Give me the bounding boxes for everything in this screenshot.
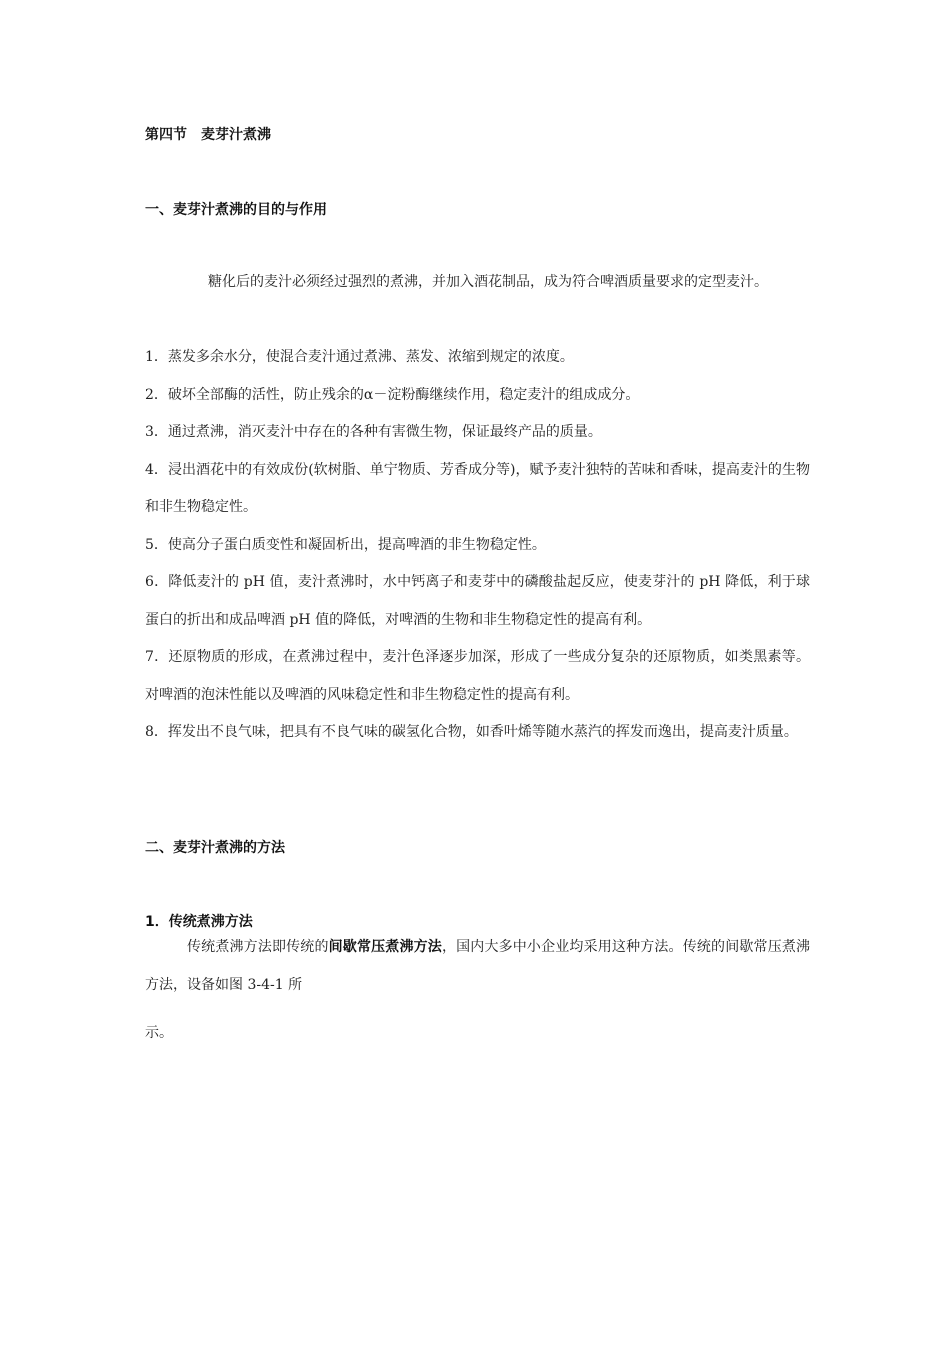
subsection-1-text-bold: 间歇常压煮沸方法 <box>328 939 442 955</box>
list-item-1: 1．蒸发多余水分，使混合麦汁通过煮沸、蒸发、浓缩到规定的浓度。 <box>145 349 574 365</box>
section-2-title: 二、麦芽汁煮沸的方法 <box>145 840 285 856</box>
subsection-1-text-last: 示。 <box>145 1025 173 1041</box>
list-item-3: 3．通过煮沸，消灭麦汁中存在的各种有害微生物，保证最终产品的质量。 <box>145 424 602 440</box>
section-1-intro: 糖化后的麦汁必须经过强烈的煮沸，并加入酒花制品，成为符合啤酒质量要求的定型麦汁。 <box>208 274 768 290</box>
subsection-1-text <box>145 929 810 1004</box>
list-item-2: 2．破坏全部酶的活性，防止残余的α－淀粉酶继续作用，稳定麦汁的组成成分。 <box>145 386 640 403</box>
list-item-4: 4．浸出酒花中的有效成份(软树脂、单宁物质、芳香成分等)，赋予麦汁独特的苦味和香味，提高麦汁的生物和非生物稳定性。 <box>145 461 810 515</box>
list-item-7: 7．还原物质的形成，在煮沸过程中，麦汁色泽逐步加深，形成了一些成分复杂的还原物质，如类黑素等。对啤酒的泡沫性能以及啤酒的风味稳定性和非生物稳定性的提高有利。 <box>145 649 810 703</box>
list-item-8: 8．挥发出不良气味，把具有不良气味的碳氢化合物，如香叶烯等随水蒸汽的挥发而逸出，提高麦汁质量。 <box>145 724 798 740</box>
list-item-5: 5．使高分子蛋白质变性和凝固析出，提高啤酒的非生物稳定性。 <box>145 536 546 553</box>
subsection-1-title: 1．传统煮沸方法 <box>145 914 253 930</box>
section-1-title: 一、麦芽汁煮沸的目的与作用 <box>145 202 327 218</box>
list-item-6: 6．降低麦汁的 pH 值，麦汁煮沸时，水中钙离子和麦芽中的磷酸盐起反应，使麦芽汁的 pH 降低，利于球蛋白的折出和成品啤酒 pH 值的降低，对啤酒的生物和非生物稳定性的提高有利。 <box>145 574 810 628</box>
subsection-1-text-before: 传统煮沸方法即传统的 <box>187 939 329 955</box>
chapter-title: 第四节 麦芽汁煮沸 <box>145 127 271 143</box>
subsection-1-text-after: ，国内大多中小企业均采用这种方法。传统的间歇常压煮沸方法，设备如图 3-4-1 所 <box>145 939 811 993</box>
